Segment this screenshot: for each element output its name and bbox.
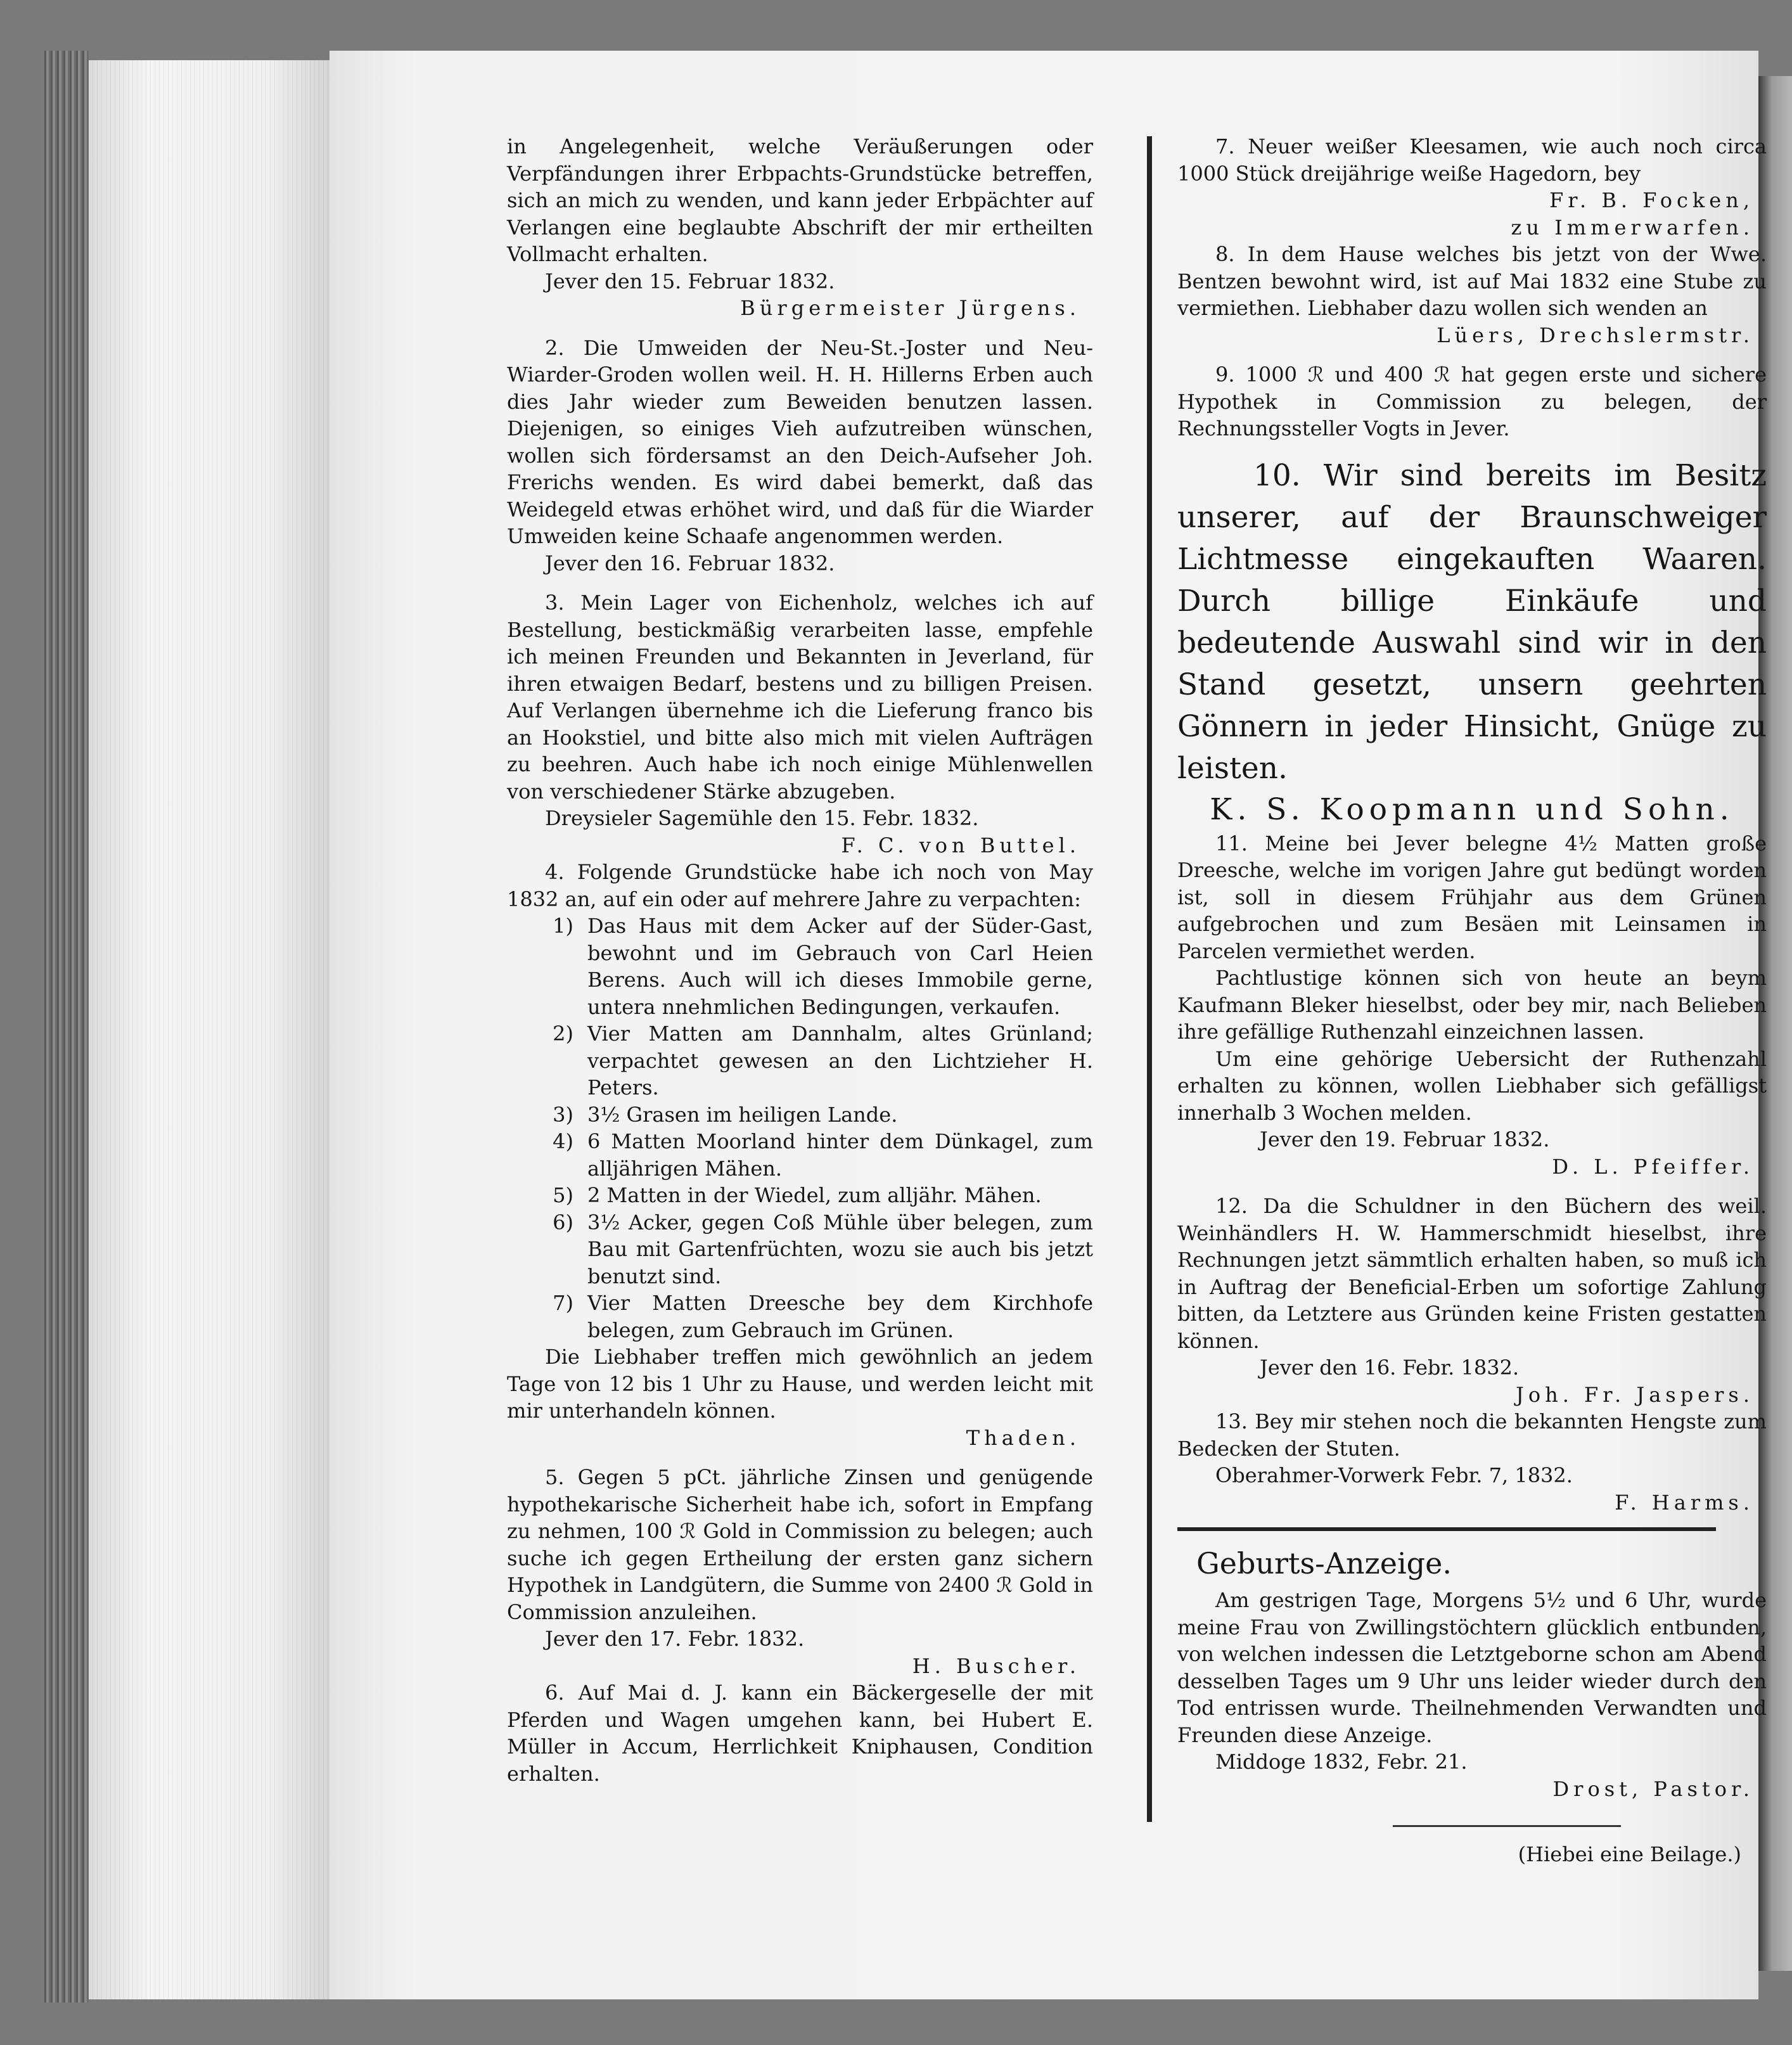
notice-11-p2: Pachtlustige können sich von heute an beym Kaufmann Bleker hieselbst, oder bey mir, nach Belieben ihre gefällige Ruthenzahl einzeichnen lassen.	[1177, 966, 1767, 1044]
notice-5: 5. Gegen 5 pCt. jährliche Zinsen und genügende hypothekarische Sicherheit habe ich, sofort in Empfang zu nehmen, 100 ℛ Gold in Commission zu belegen; auch suche ich gegen Ertheilung der ersten ganz sichern Hypothek in Landgütern, die Summe von 2400 ℛ Gold in Commission anzuleihen.	[507, 1465, 1093, 1624]
notice-12-date: Jever den 16. Febr. 1832.	[1260, 1356, 1520, 1380]
list-item: 5) 2 Matten in der Wiedel, zum alljähr. Mähen.	[553, 1183, 1042, 1207]
notice-12: 12. Da die Schuldner in den Büchern des weil. Weinhändlers H. W. Hammerschmidt hieselbst, ihre Rechnungen jetzt sämmtlich erhalten haben, so muß ich in Auftrag der Beneficial-Erben um sofortige Zahlung bitten, da Letztere aus Gründen keine Fristen gestatten können.	[1177, 1194, 1767, 1353]
notice-8-signature: Lüers, Drechslermstr.	[1437, 323, 1754, 347]
list-item: 7) Vier Matten Dreesche bey dem Kirchhofe belegen, zum Gebrauch im Grünen.	[553, 1291, 1093, 1342]
supplement-note: (Hiebei eine Beilage.)	[1518, 1842, 1741, 1866]
list-item: 3) 3½ Grasen im heiligen Lande.	[553, 1102, 898, 1127]
notice-intro: in Angelegenheit, welche Veräußerungen oder Verpfändungen ihrer Erbpachts-Grundstücke betreffen, sich an mich zu wenden, und kann jeder Erbpächter auf Verlangen eine beglaubte Abschrift der mir ertheilten Vollmacht erhalten.	[507, 134, 1093, 266]
birth-announcement-heading: Geburts-Anzeige.	[1196, 1546, 1452, 1580]
notice-5-signature: H. Buscher.	[912, 1653, 1080, 1678]
notice-12-signature: Joh. Fr. Jaspers.	[1515, 1382, 1754, 1407]
notice-11-date: Jever den 19. Februar 1832.	[1260, 1127, 1550, 1151]
left-column	[507, 133, 1093, 1787]
list-item: 1) Das Haus mit dem Acker auf der Süder-Gast, bewohnt und im Gebrauch von Carl Heien Berens. Auch will ich dieses Immobile gerne, untera nnehmlichen Bedingungen, verkaufen.	[553, 914, 1093, 1019]
notice-5-date: Jever den 17. Febr. 1832.	[545, 1627, 805, 1651]
notice-11: 11. Meine bei Jever belegne 4½ Matten große Dreesche, welche im vorigen Jahre gut bedüngt worden ist, soll in diesem Frühjahr aus dem Grünen aufgebrochen und zum Besäen mit Leinsamen in Parcelen vermiethet werden.	[1177, 831, 1767, 963]
birth-announcement: Am gestrigen Tage, Morgens 5½ und 6 Uhr, wurde meine Frau von Zwillingstöchtern glücklich entbunden, von welchen indessen die Letztgeborne schon am Abend desselben Tages um 9 Uhr uns leider wieder durch den Tod entrissen wurde. Theilnehmenden Verwandten und Freunden diese Anzeige.	[1177, 1588, 1767, 1747]
section-rule	[1177, 1527, 1716, 1531]
birth-announcement-signature: Drost, Pastor.	[1552, 1776, 1754, 1801]
notice-10-signature: K. S. Koopmann und Sohn.	[1210, 792, 1734, 827]
notice-8: 8. In dem Hause welches bis jetzt von der Wwe. Bentzen bewohnt wird, ist auf Mai 1832 eine Stube zu vermiethen. Liebhaber dazu wollen sich wenden an	[1177, 242, 1767, 320]
list-item: 4) 6 Matten Moorland hinter dem Dünkagel, zum alljährigen Mähen.	[553, 1129, 1093, 1181]
notice-13-place: Oberahmer-Vorwerk Febr. 7, 1832.	[1215, 1463, 1573, 1487]
notice-9: 9. 1000 ℛ und 400 ℛ hat gegen erste und sichere Hypothek in Commission zu belegen, der Rechnungssteller Vogts in Jever.	[1177, 362, 1767, 440]
book-edge	[44, 51, 89, 2003]
notice-3-signature: F. C. von Buttel.	[841, 833, 1080, 857]
birth-announcement-place: Middoge 1832, Febr. 21.	[1215, 1750, 1468, 1774]
list-item: 6) 3½ Acker, gegen Coß Mühle über belegen, zum Bau mit Gartenfrüchten, wozu sie auch bis jetzt benutzt sind.	[553, 1210, 1093, 1288]
notice-4-list	[507, 913, 1093, 1343]
notice-4-signature: Thaden.	[966, 1425, 1080, 1450]
closing-rule	[1393, 1825, 1621, 1827]
notice-6: 6. Auf Mai d. J. kann ein Bäckergeselle der mit Pferden und Wagen umgehen kann, bei Hubert E. Müller in Accum, Herrlichkeit Kniphausen, Condition erhalten.	[507, 1681, 1093, 1786]
notice-intro-signature: Bürgermeister Jürgens.	[740, 296, 1080, 320]
notice-7: 7. Neuer weißer Kleesamen, wie auch noch circa 1000 Stück dreijährige weiße Hagedorn, bey	[1177, 134, 1767, 186]
column-divider	[1147, 136, 1152, 1822]
notice-10: 10. Wir sind bereits im Besitz unserer, auf der Braunschweiger Lichtmesse eingekauften Waaren. Durch billige Einkäufe und bedeutende Auswahl sind wir in den Stand gesetzt, unsern geehrten Gönnern in jeder Hinsicht, Gnüge zu leisten.	[1177, 458, 1767, 786]
notice-13: 13. Bey mir stehen noch die bekannten Hengste zum Bedecken der Stuten.	[1177, 1409, 1767, 1461]
notice-4-closing: Die Liebhaber treffen mich gewöhnlich an jedem Tage von 12 bis 1 Uhr zu Hause, und werden leicht mit mir unterhandeln können.	[507, 1345, 1093, 1423]
notice-2-date: Jever den 16. Februar 1832.	[545, 551, 835, 575]
notice-3-date: Dreysieler Sagemühle den 15. Febr. 1832.	[545, 806, 979, 830]
list-item: 2) Vier Matten am Dannhalm, altes Grünland; verpachtet gewesen an den Lichtzieher H. Peters.	[553, 1022, 1093, 1099]
notice-13-signature: F. Harms.	[1615, 1490, 1754, 1515]
notice-4: 4. Folgende Grundstücke habe ich noch von May 1832 an, auf ein oder auf mehrere Jahre zu verpachten:	[507, 860, 1093, 911]
notice-intro-date: Jever den 15. Februar 1832.	[545, 269, 835, 293]
notice-11-signature: D. L. Pfeiffer.	[1552, 1154, 1754, 1179]
page-stack	[89, 60, 330, 1999]
notice-2: 2. Die Umweiden der Neu-St.-Joster und Neu-Wiarder-Groden wollen weil. H. H. Hillerns Erben auch dies Jahr wieder zum Beweiden benutzen lassen. Diejenigen, so einiges Vieh aufzutreiben wünschen, wollen sich fördersamst an den Deich-Aufseher Joh. Frerichs wenden. Es wird dabei bemerkt, daß das Weidegeld etwas erhöhet wird, und daß für die Wiarder Umweiden keine Schaafe angenommen werden.	[507, 335, 1093, 548]
notice-7-signature: Fr. B. Focken,	[1549, 188, 1754, 212]
notice-7-place: zu Immerwarfen.	[1511, 215, 1754, 240]
notice-11-p3: Um eine gehörige Uebersicht der Ruthenzahl erhalten zu können, wollen Liebhaber sich gefälligst innerhalb 3 Wochen melden.	[1177, 1046, 1767, 1125]
notice-3: 3. Mein Lager von Eichenholz, welches ich auf Bestellung, bestickmäßig verarbeiten lasse, empfehle ich meinen Freunden und Bekannten in Jeverland, für ihren etwaigen Bedarf, bestens und zu billigen Preisen. Auf Verlangen übernehme ich die Lieferung franco bis an Hookstiel, und bitte also mich mit vielen Aufträgen zu beehren. Auch habe ich noch einige Mühlenwellen von verschiedener Stärke abzugeben.	[507, 591, 1093, 804]
right-column	[1177, 133, 1767, 1868]
